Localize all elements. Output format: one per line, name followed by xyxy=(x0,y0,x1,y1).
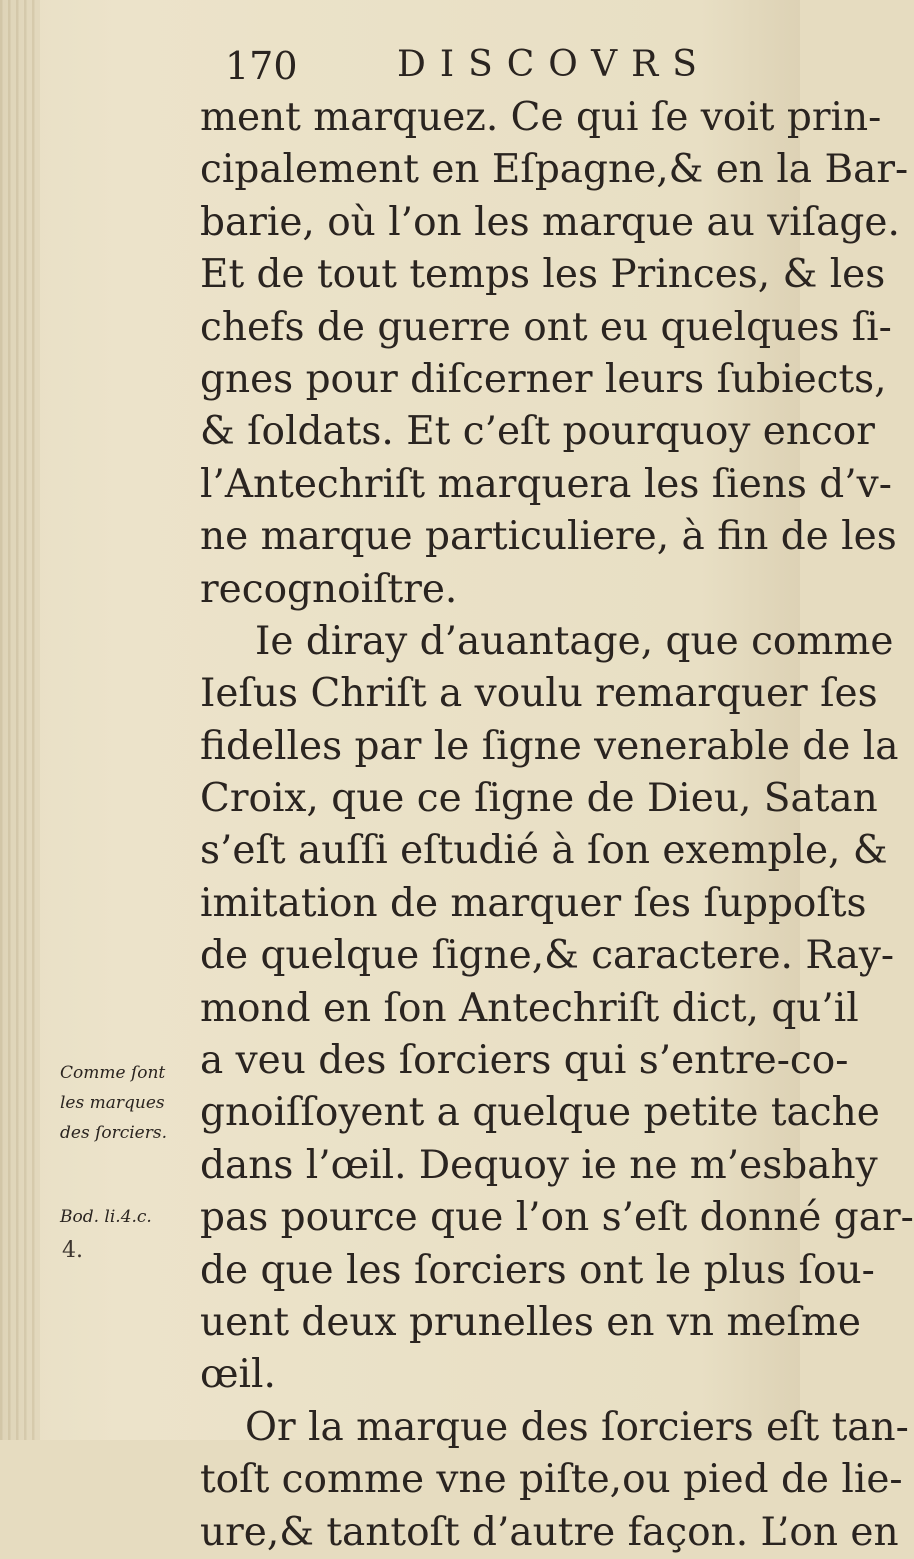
text-line: toſt comme vne piſte,ou pied de lie- xyxy=(200,1457,903,1503)
text-line: Or la marque des ſorciers eſt tan- xyxy=(245,1404,909,1450)
page-header xyxy=(225,40,711,90)
text-line: a veu des ſorciers qui s’entre-co- xyxy=(200,1038,849,1084)
text-line: ment marquez. Ce qui ſe voit prin- xyxy=(200,95,882,140)
binding-gutter xyxy=(0,0,40,1440)
text-line: dans l’œil. Dequoy ie ne m’esbahy xyxy=(200,1142,878,1188)
text-line: Et de tout temps les Princes, & les xyxy=(200,252,886,298)
text-line: chefs de guerre ont eu quelques ſi- xyxy=(200,304,892,350)
text-line: recognoiſtre. xyxy=(200,566,458,612)
margin-note-line: les marques xyxy=(60,1093,165,1113)
text-line: gnoiſſoyent a quelque petite tache xyxy=(200,1090,880,1136)
text-line: de que les ſorciers ont le plus ſou- xyxy=(200,1247,875,1293)
text-line: l’Antechriſt marquera les ſiens d’v- xyxy=(200,461,892,507)
text-line: cipalement en Eſpagne,& en la Bar- xyxy=(200,147,909,193)
margin-note-line: Bod. li.4.c. xyxy=(60,1207,152,1227)
text-line: uent deux prunelles en vn meſme xyxy=(200,1299,862,1345)
text-line: de quelque ſigne,& caractere. Ray- xyxy=(200,933,895,979)
page-number: 170 xyxy=(225,44,298,88)
text-line: s’eſt auſſi eſtudié à ſon exemple, & xyxy=(200,828,888,874)
text-line: Ieſus Chriſt a voulu remarquer ſes xyxy=(200,671,878,717)
text-line: Ie diray d’auantage, que comme xyxy=(255,618,894,664)
text-line: gnes pour diſcerner leurs ſubiects, xyxy=(200,356,887,402)
text-line: pas pource que l’on s’eſt donné gar- xyxy=(200,1195,914,1241)
text-line: ne marque particuliere, à fin de les xyxy=(200,514,897,560)
body-text xyxy=(200,92,914,1559)
running-head: DISCOVRS xyxy=(397,44,711,85)
text-line: ure,& tantoſt d’autre façon. L’on en xyxy=(200,1509,899,1555)
text-line: fidelles par le ſigne venerable de la xyxy=(200,723,899,769)
margin-note-line: Comme ſont xyxy=(60,1063,166,1083)
text-line: imitation de marquer ſes ſuppoſts xyxy=(200,880,867,926)
text-line: œil. xyxy=(200,1352,276,1398)
margin-note-marks xyxy=(60,1058,205,1148)
margin-note-number: 4. xyxy=(62,1238,83,1263)
text-line: & ſoldats. Et c’eſt pourquoy encor xyxy=(200,409,875,455)
margin-note-reference xyxy=(60,1202,205,1232)
margin-note-line: des ſorciers. xyxy=(60,1123,167,1143)
text-line: barie, où l’on les marque au viſage. xyxy=(200,199,900,245)
text-line: Croix, que ce ſigne de Dieu, Satan xyxy=(200,776,878,822)
text-line: mond en ſon Antechriſt dict, qu’il xyxy=(200,985,859,1031)
